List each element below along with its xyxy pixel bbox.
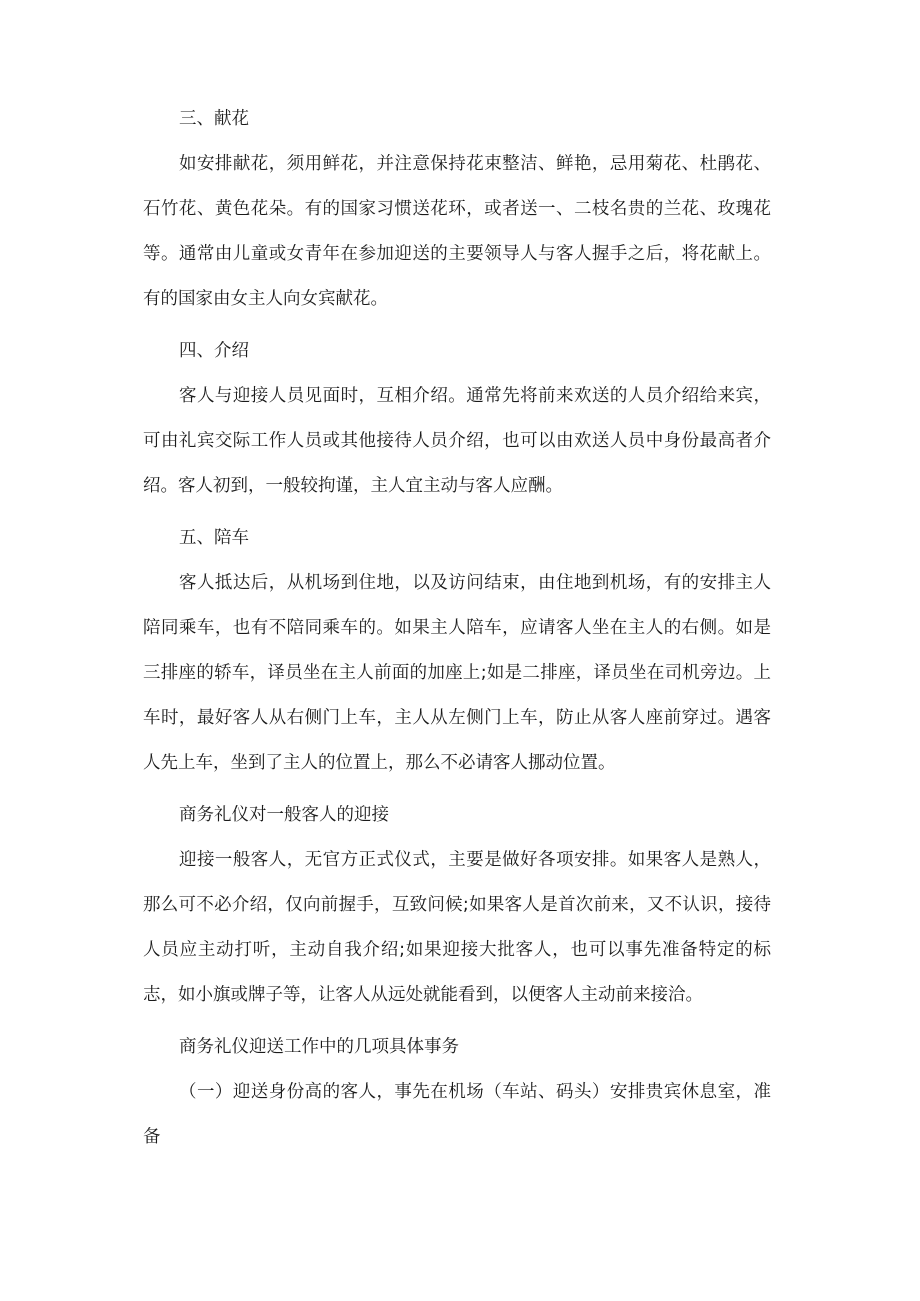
section-heading-flowers: 三、献花 (179, 109, 249, 129)
section-paragraph-car-escort: 客人抵达后，从机场到住地，以及访问结束，由住地到机场，有的安排主人陪同乘车，也有不陪同乘车的。如果主人陪车，应请客人坐在主人的右侧。如是三排座的轿车，译员坐在主人前面的加座上;如是二排座，译员坐在司机旁边。上车时，最好客人从右侧门上车，主人从左侧门上车，防止从客人座前穿过。遇客人先上车，坐到了主人的位置上，那么不必请客人挪动位置。 (143, 573, 771, 773)
section-heading-introduction: 四、介绍 (179, 341, 249, 361)
section-paragraph-general-guests: 迎接一般客人，无官方正式仪式，主要是做好各项安排。如果客人是熟人，那么可不必介绍，仅向前握手，互致问候;如果客人是首次前来，又不认识，接待人员应主动打听，主动自我介绍;如果迎接大批客人，也可以事先准备特定的标志，如小旗或牌子等，让客人从远处就能看到，以便客人主动前来接洽。 (143, 850, 771, 1005)
section-paragraph-introduction: 客人与迎接人员见面时，互相介绍。通常先将前来欢送的人员介绍给来宾，可由礼宾交际工作人员或其他接待人员介绍，也可以由欢送人员中身份最高者介绍。客人初到，一般较拘谨，主人宜主动与客人应酬。 (143, 386, 771, 496)
section-heading-specific-matters: 商务礼仪迎送工作中的几项具体事务 (179, 1037, 459, 1057)
document-body (143, 100, 771, 1160)
section-paragraph-specific-matters: （一）迎送身份高的客人，事先在机场（车站、码头）安排贵宾休息室，准备 (143, 1082, 771, 1147)
section-heading-car-escort: 五、陪车 (179, 528, 249, 548)
section-paragraph-flowers: 如安排献花，须用鲜花，并注意保持花束整洁、鲜艳，忌用菊花、杜鹃花、石竹花、黄色花朵。有的国家习惯送花环，或者送一、二枝名贵的兰花、玫瑰花等。通常由儿童或女青年在参加迎送的主要领导人与客人握手之后，将花献上。有的国家由女主人向女宾献花。 (143, 154, 771, 309)
section-heading-general-guests: 商务礼仪对一般客人的迎接 (179, 805, 389, 825)
